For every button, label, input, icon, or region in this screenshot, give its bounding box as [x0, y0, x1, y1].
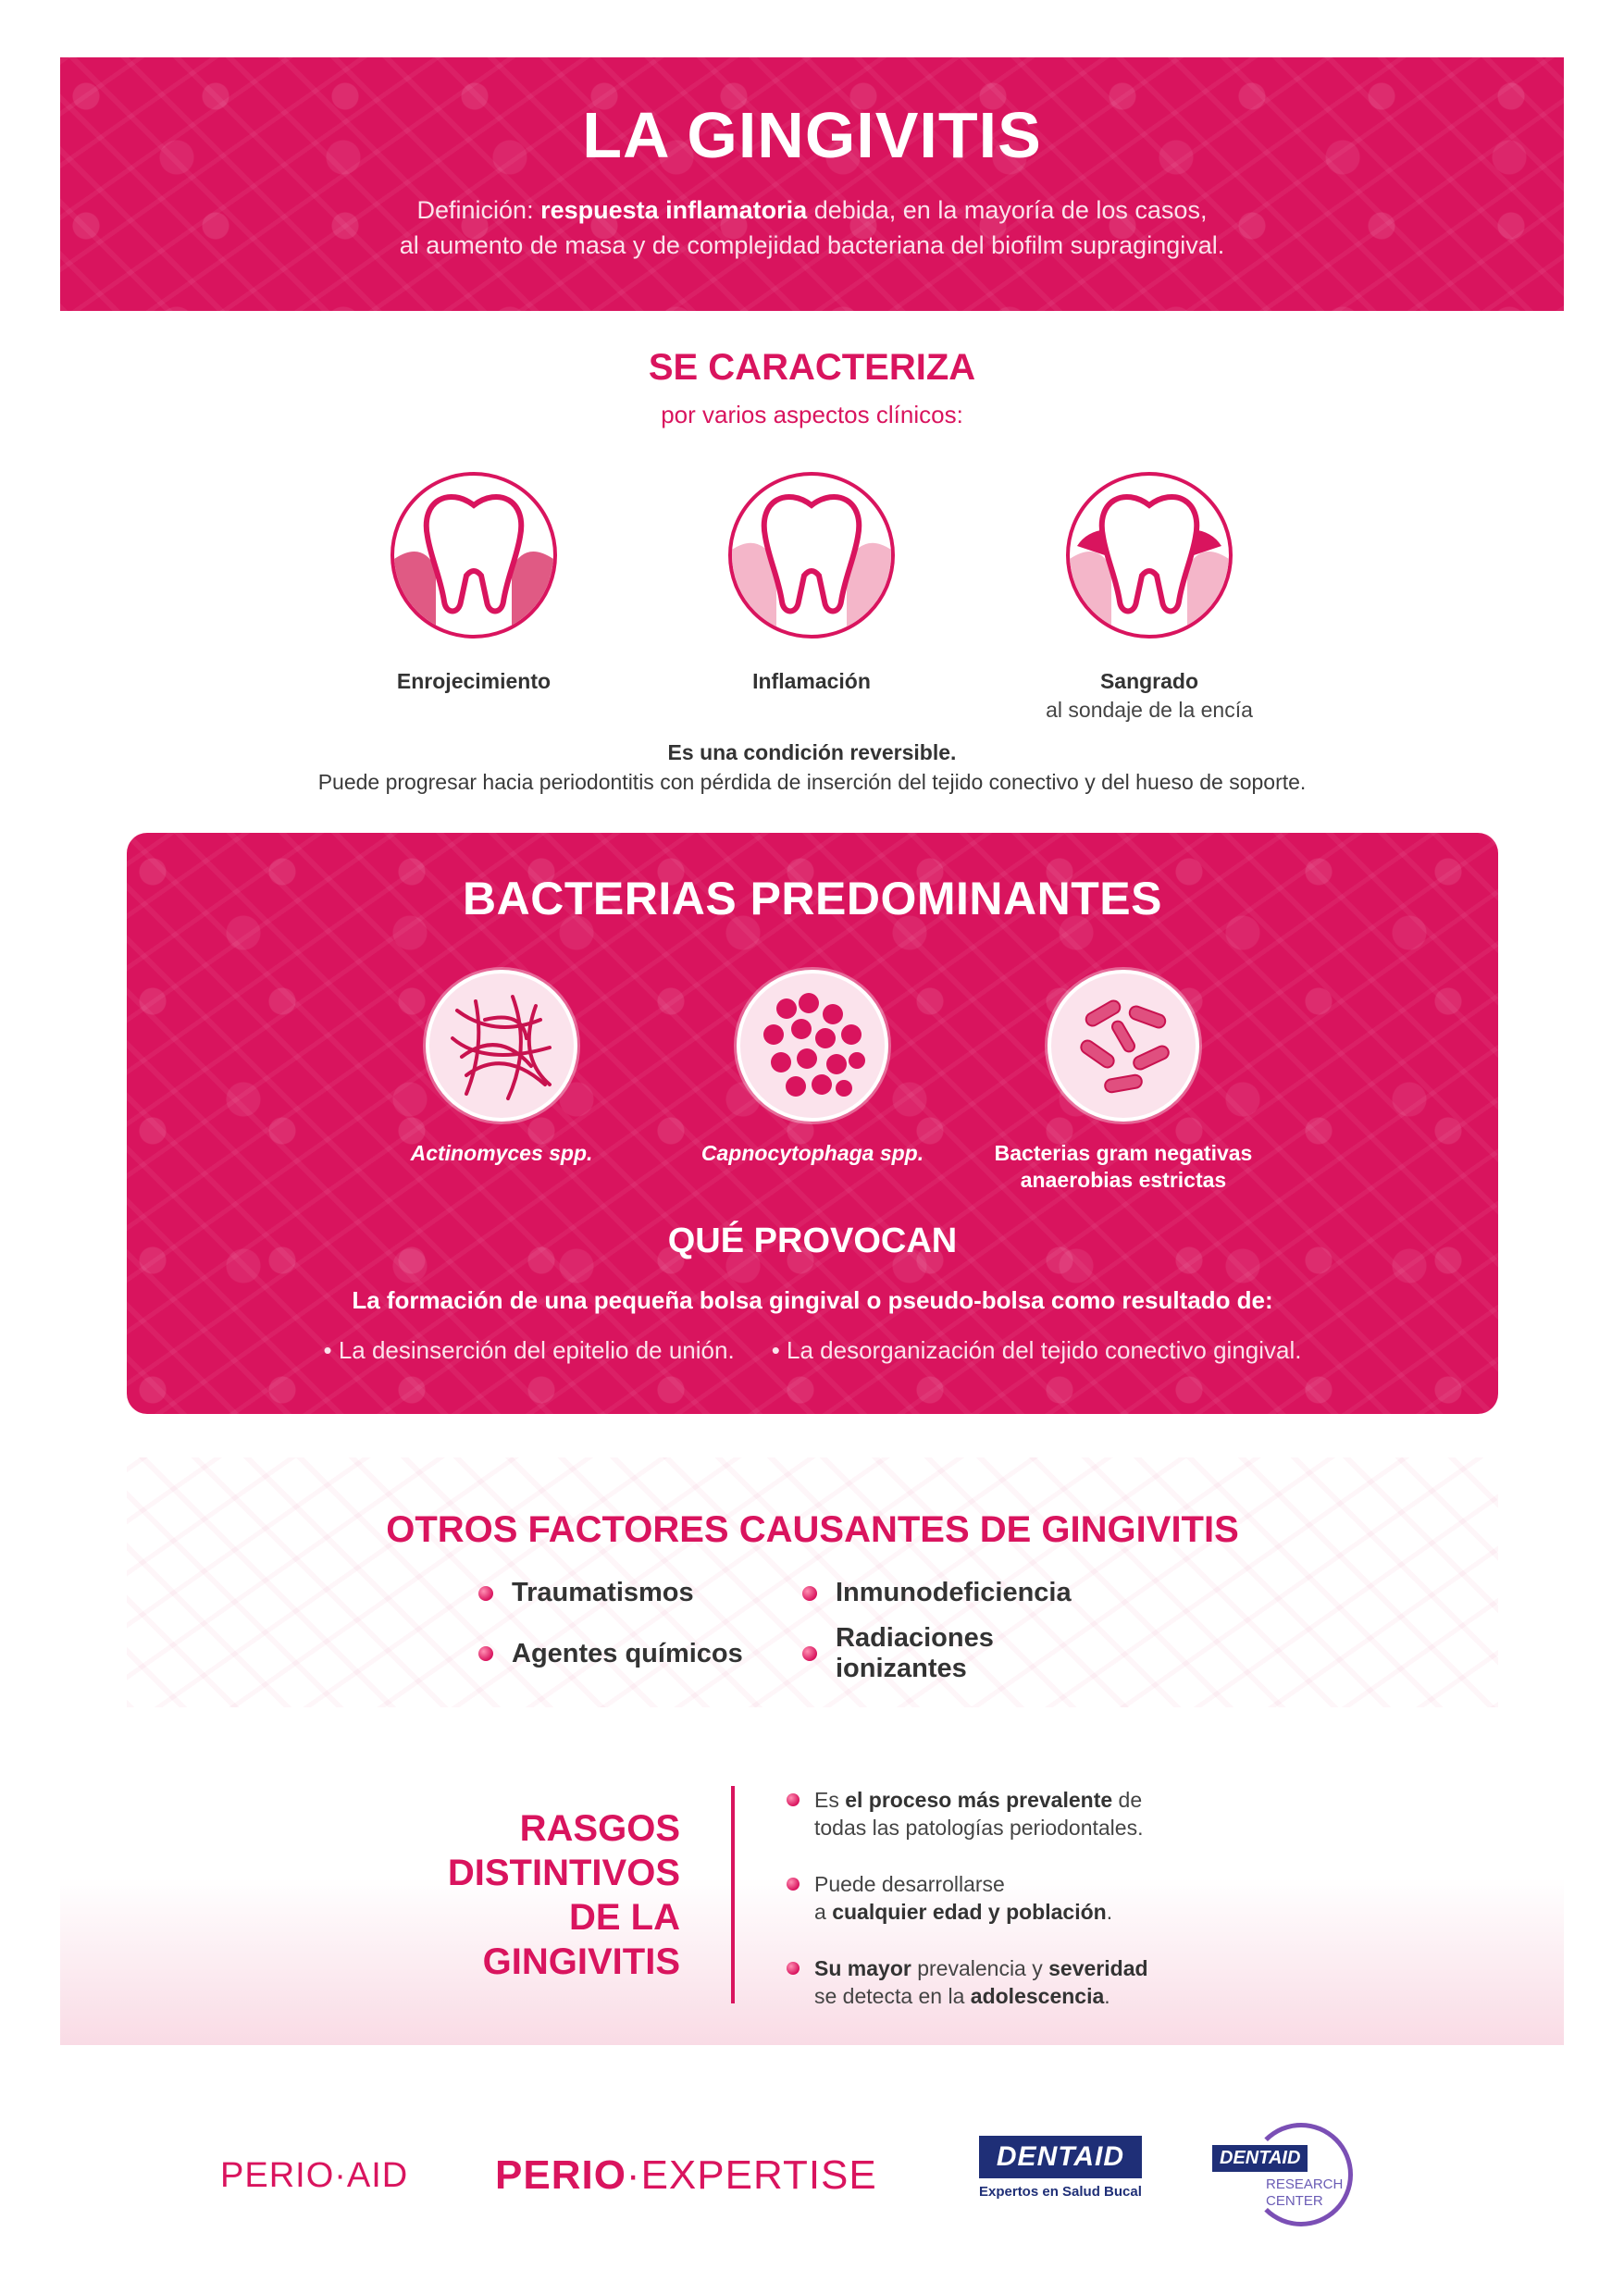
rasgo-bold: severidad [1048, 1956, 1148, 1980]
bullet-icon [478, 1646, 493, 1661]
reversible-bold: Es una condición reversible. [667, 740, 957, 764]
aspect-sublabel: al sondaje de la encía [1046, 698, 1253, 722]
aspect-label: Inflamación [752, 669, 871, 693]
factor-label: Traumatismos [512, 1578, 694, 1607]
aspect-inflamacion [673, 472, 950, 694]
rasgo-text: se detecta en la [814, 1984, 971, 2008]
rasgo-bold: cualquier edad y población [832, 1900, 1107, 1924]
perio-expertise-logo [495, 2152, 877, 2199]
rasgo-item [787, 1786, 1342, 1841]
rasgo-text: . [1104, 1984, 1110, 2008]
bacteria-name: Capnocytophaga spp. [700, 1141, 924, 1165]
rasgo-text: a [814, 1900, 833, 1924]
caracteriza-title: SE CARACTERIZA [648, 347, 976, 388]
aspect-sangrado [1010, 472, 1288, 723]
provocan-text: La formación de una pequeña bolsa gingival o pseudo-bolsa como resultado de: [352, 1286, 1273, 1314]
rasgo-text: Es [814, 1788, 846, 1812]
dentaid-research-logo [1212, 2119, 1370, 2230]
rasgo-item [787, 1954, 1342, 2010]
tooth-inflammation-icon [728, 472, 895, 639]
logo-text: DENTAID [979, 2136, 1142, 2178]
rasgo-bold: adolescencia [970, 1984, 1105, 2008]
logo-text: ·EXPERTISE [626, 2152, 877, 2198]
rasgo-text: todas las patologías periodontales. [814, 1816, 1144, 1840]
bacteria-name: Actinomyces spp. [410, 1141, 593, 1165]
bacteria-capnocytophaga [646, 970, 979, 1167]
provocan-list [127, 1336, 1498, 1365]
bacterias-title: BACTERIAS PREDOMINANTES [463, 873, 1162, 924]
aspect-label: Sangrado [1099, 669, 1199, 693]
rasgo-text: . [1106, 1900, 1113, 1924]
rod-bacteria-icon [1048, 970, 1199, 1122]
tooth-bleeding-icon [1066, 472, 1233, 639]
provocan-title: QUÉ PROVOCAN [667, 1221, 958, 1260]
divider [731, 1786, 735, 2003]
rasgos-title [448, 1806, 680, 1984]
rasgos-title-line: DE LA [569, 1897, 680, 1938]
definition-line2: al aumento de masa y de complejidad bacteriana del biofilm supragingival. [399, 231, 1225, 259]
factor-item [802, 1623, 1126, 1684]
definition [60, 192, 1564, 263]
rasgo-bold: el proceso más prevalente [845, 1788, 1113, 1812]
filament-bacteria-icon [426, 970, 577, 1122]
reversible-note [0, 738, 1624, 797]
page-title: LA GINGIVITIS [582, 99, 1042, 171]
factors-list [478, 1578, 1182, 1684]
logos-footer [0, 2110, 1624, 2239]
cocci-bacteria-icon [737, 970, 888, 1122]
otros-title: OTROS FACTORES CAUSANTES DE GINGIVITIS [386, 1509, 1239, 1550]
definition-bold: respuesta inflamatoria [540, 196, 808, 224]
bacteria-gram-negativas [957, 970, 1290, 1194]
rasgos-title-line: DISTINTIVOS [447, 1853, 680, 1893]
bullet-icon [802, 1646, 817, 1661]
bacterias-panel [127, 833, 1498, 1414]
tooth-redness-icon [391, 472, 557, 639]
rasgos-title-line: GINGIVITIS [482, 1941, 680, 1982]
aspect-label: Enrojecimiento [396, 669, 552, 693]
bacteria-name-line2: anaerobias estrictas [1020, 1168, 1227, 1192]
aspect-enrojecimiento [335, 472, 613, 694]
logo-text: PERIO [495, 2152, 626, 2198]
definition-prefix: Definición: [416, 196, 541, 224]
perio-aid-logo: PERIO·AID [220, 2156, 409, 2195]
ring-icon [1249, 2123, 1353, 2226]
rasgos-title-line: RASGOS [519, 1808, 680, 1849]
reversible-text: Puede progresar hacia periodontitis con pérdida de inserción del tejido conectivo y del hueso de soporte. [317, 770, 1307, 794]
definition-rest: debida, en la mayoría de los casos, [807, 196, 1208, 224]
bullet-icon [802, 1586, 817, 1601]
bullet-icon [478, 1586, 493, 1601]
rasgo-text: prevalencia y [911, 1956, 1049, 1980]
rasgos-list [787, 1786, 1342, 2039]
logo-text: DENTAID [1212, 2145, 1308, 2172]
factor-item [802, 1578, 1126, 1608]
factor-label: Agentes químicos [512, 1638, 743, 1668]
hero-banner [60, 57, 1564, 311]
factor-item [478, 1623, 802, 1684]
rasgo-text: de [1112, 1788, 1143, 1812]
bacteria-name-line1: Bacterias gram negativas [994, 1141, 1253, 1165]
factor-label: Radiaciones ionizantes [836, 1623, 994, 1683]
rasgo-item [787, 1870, 1342, 1926]
caracteriza-subtitle: por varios aspectos clínicos: [661, 401, 963, 428]
bacteria-name [957, 1140, 1290, 1194]
logo-text: RESEARCH [1266, 2176, 1344, 2192]
factor-item [478, 1578, 802, 1608]
factor-label: Inmunodeficiencia [836, 1578, 1072, 1607]
bullet-icon [787, 1962, 800, 1975]
rasgo-text: Puede desarrollarse [814, 1872, 1005, 1896]
bullet-icon [787, 1793, 800, 1806]
dentaid-logo [979, 2136, 1142, 2200]
otros-factores-section [127, 1457, 1498, 1707]
provocan-item: • La desorganización del tejido conectivo gingival. [772, 1336, 1302, 1365]
provocan-item: • La desinserción del epitelio de unión. [324, 1336, 735, 1365]
bullet-icon [787, 1878, 800, 1891]
logo-text: CENTER [1266, 2193, 1323, 2209]
rasgo-bold: Su mayor [814, 1956, 911, 1980]
logo-tagline: Expertos en Salud Bucal [979, 2184, 1142, 2200]
bacteria-actinomyces [335, 970, 668, 1167]
